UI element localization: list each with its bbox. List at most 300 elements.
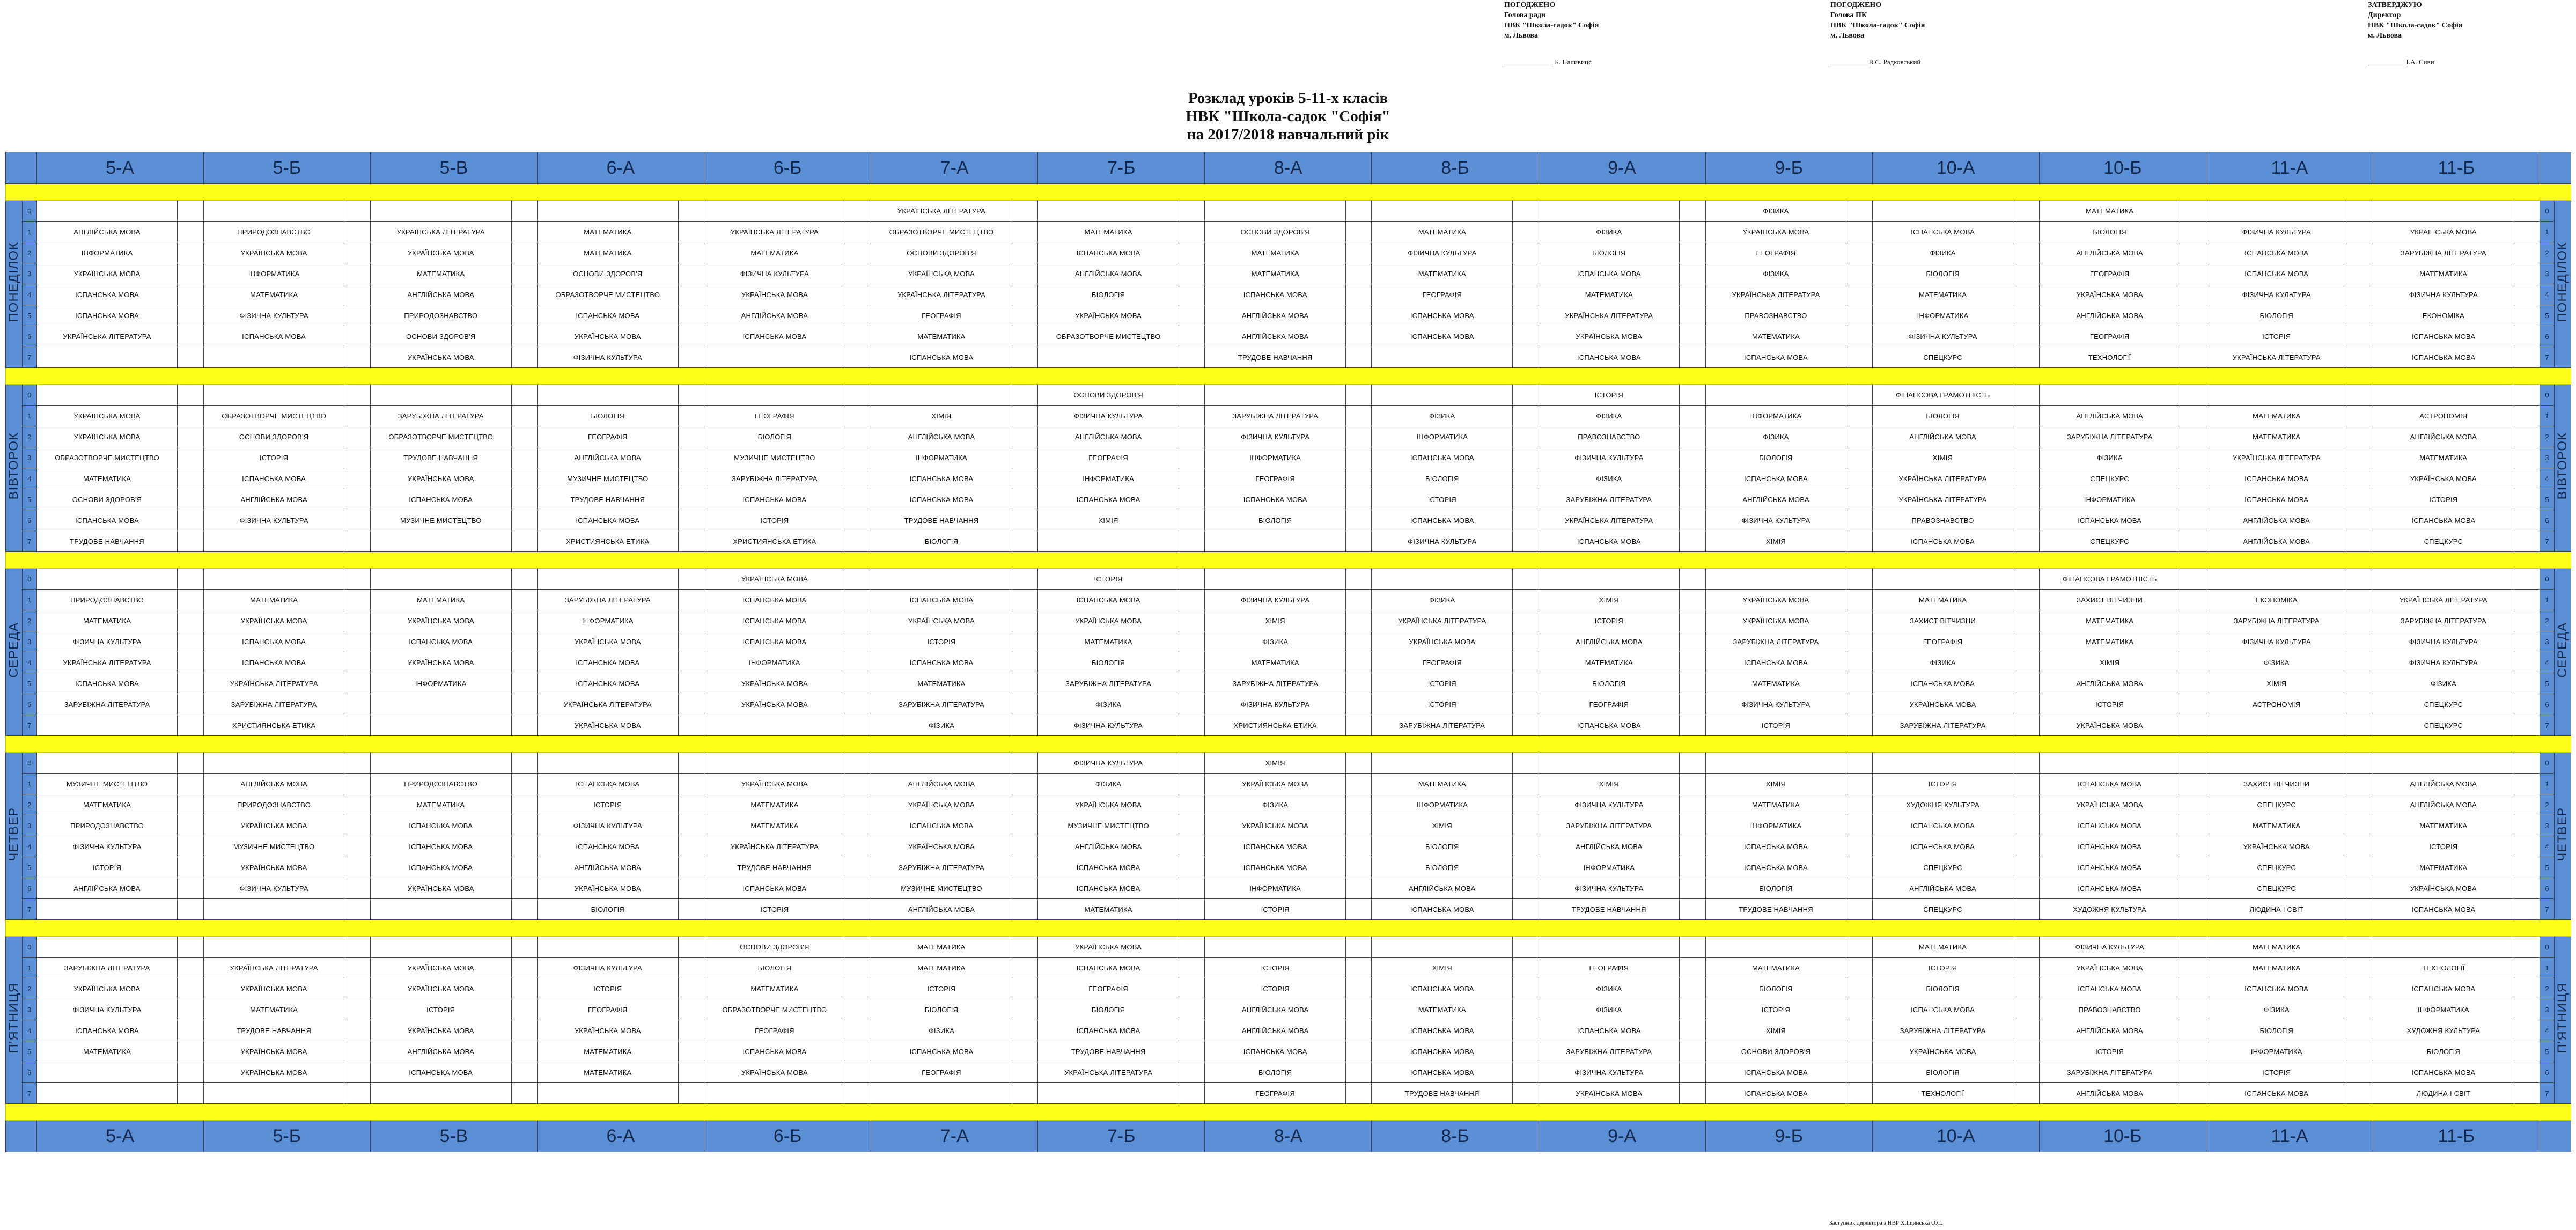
room-cell	[511, 857, 537, 878]
class-header: 6-А	[537, 152, 704, 184]
subject-cell: АНГЛІЙСЬКА МОВА	[1205, 305, 1346, 326]
room-cell	[344, 510, 370, 531]
approval-signature: ___________В.С. Радковський	[1830, 58, 1921, 66]
subject-cell: МАТЕМАТИКА	[1372, 774, 1513, 794]
day-name: П'ЯТНИЦЯ	[2555, 983, 2570, 1054]
subject-cell: УКРАЇНСЬКА МОВА	[537, 715, 678, 736]
subject-cell: АНГЛІЙСЬКА МОВА	[1205, 999, 1346, 1020]
subject-cell: ФІЗИКА	[871, 715, 1012, 736]
subject-cell: ІСПАНСЬКА МОВА	[1705, 857, 1846, 878]
subject-cell: ГЕОГРАФІЯ	[537, 999, 678, 1020]
subject-cell: ФІЗИЧНА КУЛЬТУРА	[1539, 878, 1680, 899]
room-cell	[178, 753, 203, 774]
room-cell	[1513, 531, 1539, 552]
approval-heading: ПОГОДЖЕНО	[1504, 1, 1556, 9]
room-cell	[1680, 489, 1705, 510]
room-cell	[1179, 753, 1204, 774]
lesson-row	[6, 610, 2571, 631]
lesson-number: 2	[2540, 978, 2555, 999]
subject-cell: ІСПАНСЬКА МОВА	[2039, 836, 2180, 857]
room-cell	[1012, 836, 1037, 857]
subject-cell	[2373, 937, 2514, 958]
subject-cell: АНГЛІЙСЬКА МОВА	[1038, 836, 1179, 857]
room-cell	[1680, 610, 1705, 631]
room-cell	[1179, 694, 1204, 715]
lesson-row	[6, 468, 2571, 489]
subject-cell: ІСПАНСЬКА МОВА	[36, 1020, 178, 1041]
room-cell	[678, 753, 704, 774]
room-cell	[1846, 242, 1872, 263]
subject-cell: ТРУДОВЕ НАВЧАННЯ	[1205, 347, 1346, 368]
room-cell	[1846, 652, 1872, 673]
subject-cell: ФІЗИКА	[1872, 242, 2013, 263]
lesson-number: 0	[2540, 385, 2555, 406]
room-cell	[1346, 899, 1372, 920]
subject-cell: ЗАРУБІЖНА ЛІТЕРАТУРА	[2206, 610, 2347, 631]
room-cell	[2347, 857, 2373, 878]
subject-cell: ФІЗИКА	[1205, 631, 1346, 652]
subject-cell	[1372, 201, 1513, 222]
room-cell	[1513, 406, 1539, 426]
room-cell	[344, 242, 370, 263]
room-cell	[2514, 694, 2540, 715]
class-header: 5-В	[370, 1121, 537, 1152]
room-cell	[1513, 978, 1539, 999]
subject-cell: МАТЕМАТИКА	[704, 815, 845, 836]
room-cell	[1012, 673, 1037, 694]
room-cell	[1179, 222, 1204, 242]
room-cell	[678, 715, 704, 736]
room-cell	[678, 857, 704, 878]
subject-cell: АНГЛІЙСЬКА МОВА	[2039, 406, 2180, 426]
room-cell	[845, 958, 871, 978]
room-cell	[511, 447, 537, 468]
subject-cell	[2039, 753, 2180, 774]
subject-cell: МАТЕМАТИКА	[203, 284, 344, 305]
room-cell	[2013, 590, 2039, 610]
subject-cell: СПЕЦКУРС	[2206, 794, 2347, 815]
subject-cell: УКРАЇНСЬКА МОВА	[36, 263, 178, 284]
room-cell	[678, 978, 704, 999]
subject-cell: ЗАРУБІЖНА ЛІТЕРАТУРА	[2039, 426, 2180, 447]
room-cell	[1513, 1062, 1539, 1083]
room-cell	[511, 510, 537, 531]
subject-cell: БІОЛОГІЯ	[1872, 978, 2013, 999]
subject-cell: ПРАВОЗНАВСТВО	[2039, 999, 2180, 1020]
subject-cell: СПЕЦКУРС	[2206, 857, 2347, 878]
room-cell	[1846, 878, 1872, 899]
lesson-number: 3	[2540, 447, 2555, 468]
day-separator	[6, 184, 2571, 201]
subject-cell: ФІЗИЧНА КУЛЬТУРА	[1038, 715, 1179, 736]
subject-cell: ІСПАНСЬКА МОВА	[871, 1041, 1012, 1062]
subject-cell: ІНФОРМАТИКА	[2206, 1041, 2347, 1062]
subject-cell: МУЗИЧНЕ МИСТЕЦТВО	[203, 836, 344, 857]
room-cell	[1846, 569, 1872, 590]
room-cell	[1179, 652, 1204, 673]
room-cell	[178, 569, 203, 590]
subject-cell: ТРУДОВЕ НАВЧАННЯ	[1372, 1083, 1513, 1104]
room-cell	[511, 631, 537, 652]
subject-cell: ІСПАНСЬКА МОВА	[537, 673, 678, 694]
subject-cell: УКРАЇНСЬКА МОВА	[1205, 815, 1346, 836]
subject-cell: АНГЛІЙСЬКА МОВА	[871, 899, 1012, 920]
room-cell	[1513, 774, 1539, 794]
room-cell	[845, 447, 871, 468]
subject-cell: ІСТОРІЯ	[203, 447, 344, 468]
subject-cell	[537, 569, 678, 590]
subject-cell: ГЕОГРАФІЯ	[1539, 694, 1680, 715]
lesson-row	[6, 284, 2571, 305]
subject-cell: МАТЕМАТИКА	[1205, 652, 1346, 673]
subject-cell: ОСНОВИ ЗДОРОВ'Я	[1205, 222, 1346, 242]
lesson-row	[6, 1062, 2571, 1083]
room-cell	[178, 836, 203, 857]
separator-cell	[6, 552, 2571, 569]
subject-cell: ЗАРУБІЖНА ЛІТЕРАТУРА	[1539, 489, 1680, 510]
room-cell	[1012, 652, 1037, 673]
lesson-number: 1	[2540, 958, 2555, 978]
subject-cell: ХІМІЯ	[1205, 753, 1346, 774]
room-cell	[2347, 899, 2373, 920]
subject-cell: ІСТОРІЯ	[2373, 836, 2514, 857]
room-cell	[2514, 1020, 2540, 1041]
class-header: 8-Б	[1372, 1121, 1539, 1152]
day-label	[6, 937, 23, 1104]
room-cell	[511, 694, 537, 715]
subject-cell	[36, 1083, 178, 1104]
room-cell	[511, 999, 537, 1020]
room-cell	[2013, 406, 2039, 426]
room-cell	[344, 468, 370, 489]
subject-cell: АСТРОНОМІЯ	[2373, 406, 2514, 426]
subject-cell: ЗАРУБІЖНА ЛІТЕРАТУРА	[1205, 406, 1346, 426]
subject-cell: ІСПАНСЬКА МОВА	[871, 590, 1012, 610]
subject-cell: УКРАЇНСЬКА ЛІТЕРАТУРА	[36, 326, 178, 347]
subject-cell: УКРАЇНСЬКА ЛІТЕРАТУРА	[203, 673, 344, 694]
subject-cell: БІОЛОГІЯ	[1372, 468, 1513, 489]
subject-cell: ФІЗИЧНА КУЛЬТУРА	[2039, 937, 2180, 958]
room-cell	[2013, 305, 2039, 326]
room-cell	[1680, 201, 1705, 222]
lesson-row	[6, 715, 2571, 736]
subject-cell: ІСПАНСЬКА МОВА	[2206, 1083, 2347, 1104]
subject-cell: ХІМІЯ	[1705, 1020, 1846, 1041]
room-cell	[1346, 610, 1372, 631]
room-cell	[1179, 836, 1204, 857]
subject-cell: ФІЗИЧНА КУЛЬТУРА	[1539, 1062, 1680, 1083]
room-cell	[178, 978, 203, 999]
subject-cell: ІСТОРІЯ	[1205, 978, 1346, 999]
subject-cell: УКРАЇНСЬКА МОВА	[704, 1062, 845, 1083]
subject-cell: ІСПАНСЬКА МОВА	[537, 652, 678, 673]
room-cell	[1846, 999, 1872, 1020]
subject-cell: МАТЕМАТИКА	[2039, 610, 2180, 631]
room-cell	[2514, 531, 2540, 552]
subject-cell: МАТЕМАТИКА	[1539, 284, 1680, 305]
room-cell	[678, 242, 704, 263]
room-cell	[1179, 857, 1204, 878]
room-cell	[2013, 1020, 2039, 1041]
room-cell	[344, 590, 370, 610]
subject-cell	[704, 715, 845, 736]
room-cell	[178, 694, 203, 715]
subject-cell: УКРАЇНСЬКА МОВА	[2039, 794, 2180, 815]
room-cell	[1680, 794, 1705, 815]
lesson-number: 5	[22, 673, 36, 694]
lesson-number: 4	[2540, 836, 2555, 857]
room-cell	[2347, 958, 2373, 978]
subject-cell	[537, 937, 678, 958]
room-cell	[2013, 1041, 2039, 1062]
lesson-number: 1	[22, 222, 36, 242]
subject-cell: ГЕОГРАФІЯ	[1038, 447, 1179, 468]
room-cell	[845, 978, 871, 999]
subject-cell: ІСПАНСЬКА МОВА	[704, 631, 845, 652]
subject-cell: АНГЛІЙСЬКА МОВА	[537, 857, 678, 878]
room-cell	[511, 899, 537, 920]
room-cell	[2013, 673, 2039, 694]
room-cell	[1846, 673, 1872, 694]
room-cell	[2347, 878, 2373, 899]
subject-cell: МАТЕМАТИКА	[537, 1062, 678, 1083]
room-cell	[1680, 715, 1705, 736]
subject-cell: АНГЛІЙСЬКА МОВА	[2206, 531, 2347, 552]
subject-cell: ФІЗИЧНА КУЛЬТУРА	[2373, 631, 2514, 652]
subject-cell: ТЕХНОЛОГІЇ	[2039, 347, 2180, 368]
room-cell	[511, 610, 537, 631]
subject-cell	[1205, 531, 1346, 552]
room-cell	[2347, 222, 2373, 242]
room-cell	[678, 263, 704, 284]
class-header: 10-Б	[2039, 152, 2206, 184]
subject-cell: ІНФОРМАТИКА	[1038, 468, 1179, 489]
room-cell	[1346, 426, 1372, 447]
subject-cell: ОБРАЗОТВОРЧЕ МИСТЕЦТВО	[1038, 326, 1179, 347]
subject-cell: ХРИСТИЯНСЬКА ЕТИКА	[537, 531, 678, 552]
subject-cell: ГЕОГРАФІЯ	[1038, 978, 1179, 999]
room-cell	[1680, 468, 1705, 489]
subject-cell: УКРАЇНСЬКА МОВА	[203, 978, 344, 999]
room-cell	[178, 305, 203, 326]
lesson-number: 3	[2540, 999, 2555, 1020]
lesson-row	[6, 242, 2571, 263]
subject-cell: УКРАЇНСЬКА ЛІТЕРАТУРА	[871, 201, 1012, 222]
room-cell	[845, 694, 871, 715]
lesson-row	[6, 753, 2571, 774]
subject-cell: ЗАРУБІЖНА ЛІТЕРАТУРА	[1705, 631, 1846, 652]
subject-cell	[1539, 937, 1680, 958]
room-cell	[344, 715, 370, 736]
room-cell	[1179, 305, 1204, 326]
room-cell	[1012, 406, 1037, 426]
subject-cell: УКРАЇНСЬКА МОВА	[2039, 284, 2180, 305]
subject-cell: ІСПАНСЬКА МОВА	[2039, 774, 2180, 794]
lesson-number: 7	[2540, 531, 2555, 552]
subject-cell: ФІЗИКА	[1539, 406, 1680, 426]
subject-cell: ХІМІЯ	[871, 406, 1012, 426]
subject-cell: ІСТОРІЯ	[871, 978, 1012, 999]
room-cell	[678, 347, 704, 368]
subject-cell: ХІМІЯ	[1539, 774, 1680, 794]
room-cell	[344, 878, 370, 899]
room-cell	[1846, 694, 1872, 715]
room-cell	[2013, 774, 2039, 794]
room-cell	[344, 753, 370, 774]
subject-cell: ПРИРОДОЗНАВСТВО	[36, 815, 178, 836]
room-cell	[1012, 326, 1037, 347]
room-cell	[2180, 694, 2206, 715]
class-footer-row	[6, 1121, 2571, 1152]
room-cell	[1346, 857, 1372, 878]
subject-cell: ІСПАНСЬКА МОВА	[1372, 1020, 1513, 1041]
subject-cell: ФІЗИЧНА КУЛЬТУРА	[1872, 326, 2013, 347]
subject-cell: МАТЕМАТИКА	[871, 958, 1012, 978]
room-cell	[1846, 468, 1872, 489]
subject-cell: ЗАРУБІЖНА ЛІТЕРАТУРА	[871, 857, 1012, 878]
room-cell	[2013, 1083, 2039, 1104]
room-cell	[2514, 569, 2540, 590]
lesson-row	[6, 673, 2571, 694]
subject-cell: МАТЕМАТИКА	[2206, 815, 2347, 836]
subject-cell: АСТРОНОМІЯ	[2206, 694, 2347, 715]
subject-cell: АНГЛІЙСЬКА МОВА	[2039, 673, 2180, 694]
room-cell	[1680, 999, 1705, 1020]
subject-cell: МАТЕМАТИКА	[36, 468, 178, 489]
room-cell	[678, 201, 704, 222]
room-cell	[344, 631, 370, 652]
subject-cell: МАТЕМАТИКА	[2373, 857, 2514, 878]
subject-cell	[370, 201, 511, 222]
day-label	[6, 201, 23, 368]
lesson-number: 6	[2540, 326, 2555, 347]
room-cell	[1179, 715, 1204, 736]
room-cell	[845, 468, 871, 489]
room-cell	[1680, 815, 1705, 836]
subject-cell: БІОЛОГІЯ	[1205, 1062, 1346, 1083]
subject-cell: ІНФОРМАТИКА	[1705, 406, 1846, 426]
room-cell	[1346, 263, 1372, 284]
room-cell	[2180, 958, 2206, 978]
lesson-number: 0	[22, 753, 36, 774]
room-cell	[1179, 201, 1204, 222]
room-cell	[1513, 899, 1539, 920]
subject-cell: ФІЗИЧНА КУЛЬТУРА	[1038, 753, 1179, 774]
subject-cell	[1539, 201, 1680, 222]
subject-cell	[1205, 937, 1346, 958]
subject-cell: МАТЕМАТИКА	[537, 222, 678, 242]
subject-cell	[1205, 201, 1346, 222]
subject-cell: АНГЛІЙСЬКА МОВА	[871, 774, 1012, 794]
room-cell	[2180, 1083, 2206, 1104]
room-cell	[1513, 1083, 1539, 1104]
room-cell	[344, 774, 370, 794]
subject-cell: ФІЗИЧНА КУЛЬТУРА	[1372, 531, 1513, 552]
subject-cell: ФІЗИЧНА КУЛЬТУРА	[2373, 652, 2514, 673]
subject-cell	[1372, 347, 1513, 368]
room-cell	[511, 753, 537, 774]
day-label	[2554, 201, 2571, 368]
room-cell	[511, 406, 537, 426]
subject-cell: БІОЛОГІЯ	[704, 426, 845, 447]
room-cell	[511, 385, 537, 406]
subject-cell: ФІЗИКА	[1038, 694, 1179, 715]
subject-cell: МАТЕМАТИКА	[1372, 263, 1513, 284]
subject-cell: ХІМІЯ	[1372, 958, 1513, 978]
subject-cell: ЗАРУБІЖНА ЛІТЕРАТУРА	[1539, 815, 1680, 836]
subject-cell: ІСПАНСЬКА МОВА	[1038, 878, 1179, 899]
room-cell	[2514, 284, 2540, 305]
room-cell	[1012, 999, 1037, 1020]
approval-council	[1504, 0, 1681, 67]
subject-cell: ГЕОГРАФІЯ	[2039, 263, 2180, 284]
room-cell	[678, 1041, 704, 1062]
subject-cell: УКРАЇНСЬКА МОВА	[871, 836, 1012, 857]
day-name: ЧЕТВЕР	[6, 807, 21, 861]
room-cell	[344, 385, 370, 406]
lesson-number: 5	[2540, 305, 2555, 326]
room-cell	[178, 590, 203, 610]
subject-cell	[1205, 385, 1346, 406]
day-separator	[6, 1104, 2571, 1121]
room-cell	[845, 590, 871, 610]
subject-cell	[36, 715, 178, 736]
subject-cell: МАТЕМАТИКА	[1205, 263, 1346, 284]
room-cell	[2347, 510, 2373, 531]
subject-cell: ТРУДОВЕ НАВЧАННЯ	[36, 531, 178, 552]
room-cell	[845, 284, 871, 305]
room-cell	[1179, 590, 1204, 610]
room-cell	[1680, 222, 1705, 242]
room-cell	[2347, 468, 2373, 489]
room-cell	[1513, 284, 1539, 305]
room-cell	[845, 1062, 871, 1083]
room-cell	[1846, 815, 1872, 836]
room-cell	[511, 489, 537, 510]
class-header: 10-А	[1872, 1121, 2039, 1152]
class-header: 5-А	[36, 152, 203, 184]
room-cell	[2347, 489, 2373, 510]
room-cell	[1346, 284, 1372, 305]
subject-cell	[203, 753, 344, 774]
subject-cell: МАТЕМАТИКА	[36, 610, 178, 631]
room-cell	[1846, 1041, 1872, 1062]
subject-cell: УКРАЇНСЬКА ЛІТЕРАТУРА	[871, 284, 1012, 305]
subject-cell	[704, 385, 845, 406]
lesson-number: 7	[2540, 899, 2555, 920]
subject-cell: ОСНОВИ ЗДОРОВ'Я	[871, 242, 1012, 263]
lesson-number: 4	[22, 1020, 36, 1041]
subject-cell	[704, 753, 845, 774]
room-cell	[511, 531, 537, 552]
room-cell	[1179, 631, 1204, 652]
room-cell	[1513, 694, 1539, 715]
room-cell	[2347, 242, 2373, 263]
room-cell	[1680, 1062, 1705, 1083]
room-cell	[1012, 347, 1037, 368]
subject-cell: ІСПАНСЬКА МОВА	[36, 284, 178, 305]
subject-cell: ІСТОРІЯ	[2206, 1062, 2347, 1083]
room-cell	[2180, 406, 2206, 426]
subject-cell: БІОЛОГІЯ	[2373, 1041, 2514, 1062]
subject-cell: ФІЗИЧНА КУЛЬТУРА	[2206, 631, 2347, 652]
room-cell	[2347, 794, 2373, 815]
lesson-number: 1	[22, 590, 36, 610]
room-cell	[2514, 857, 2540, 878]
subject-cell: ІСПАНСЬКА МОВА	[1705, 836, 1846, 857]
subject-cell: ОБРАЗОТВОРЧЕ МИСТЕЦТВО	[36, 447, 178, 468]
subject-cell: ІСТОРІЯ	[1539, 385, 1680, 406]
